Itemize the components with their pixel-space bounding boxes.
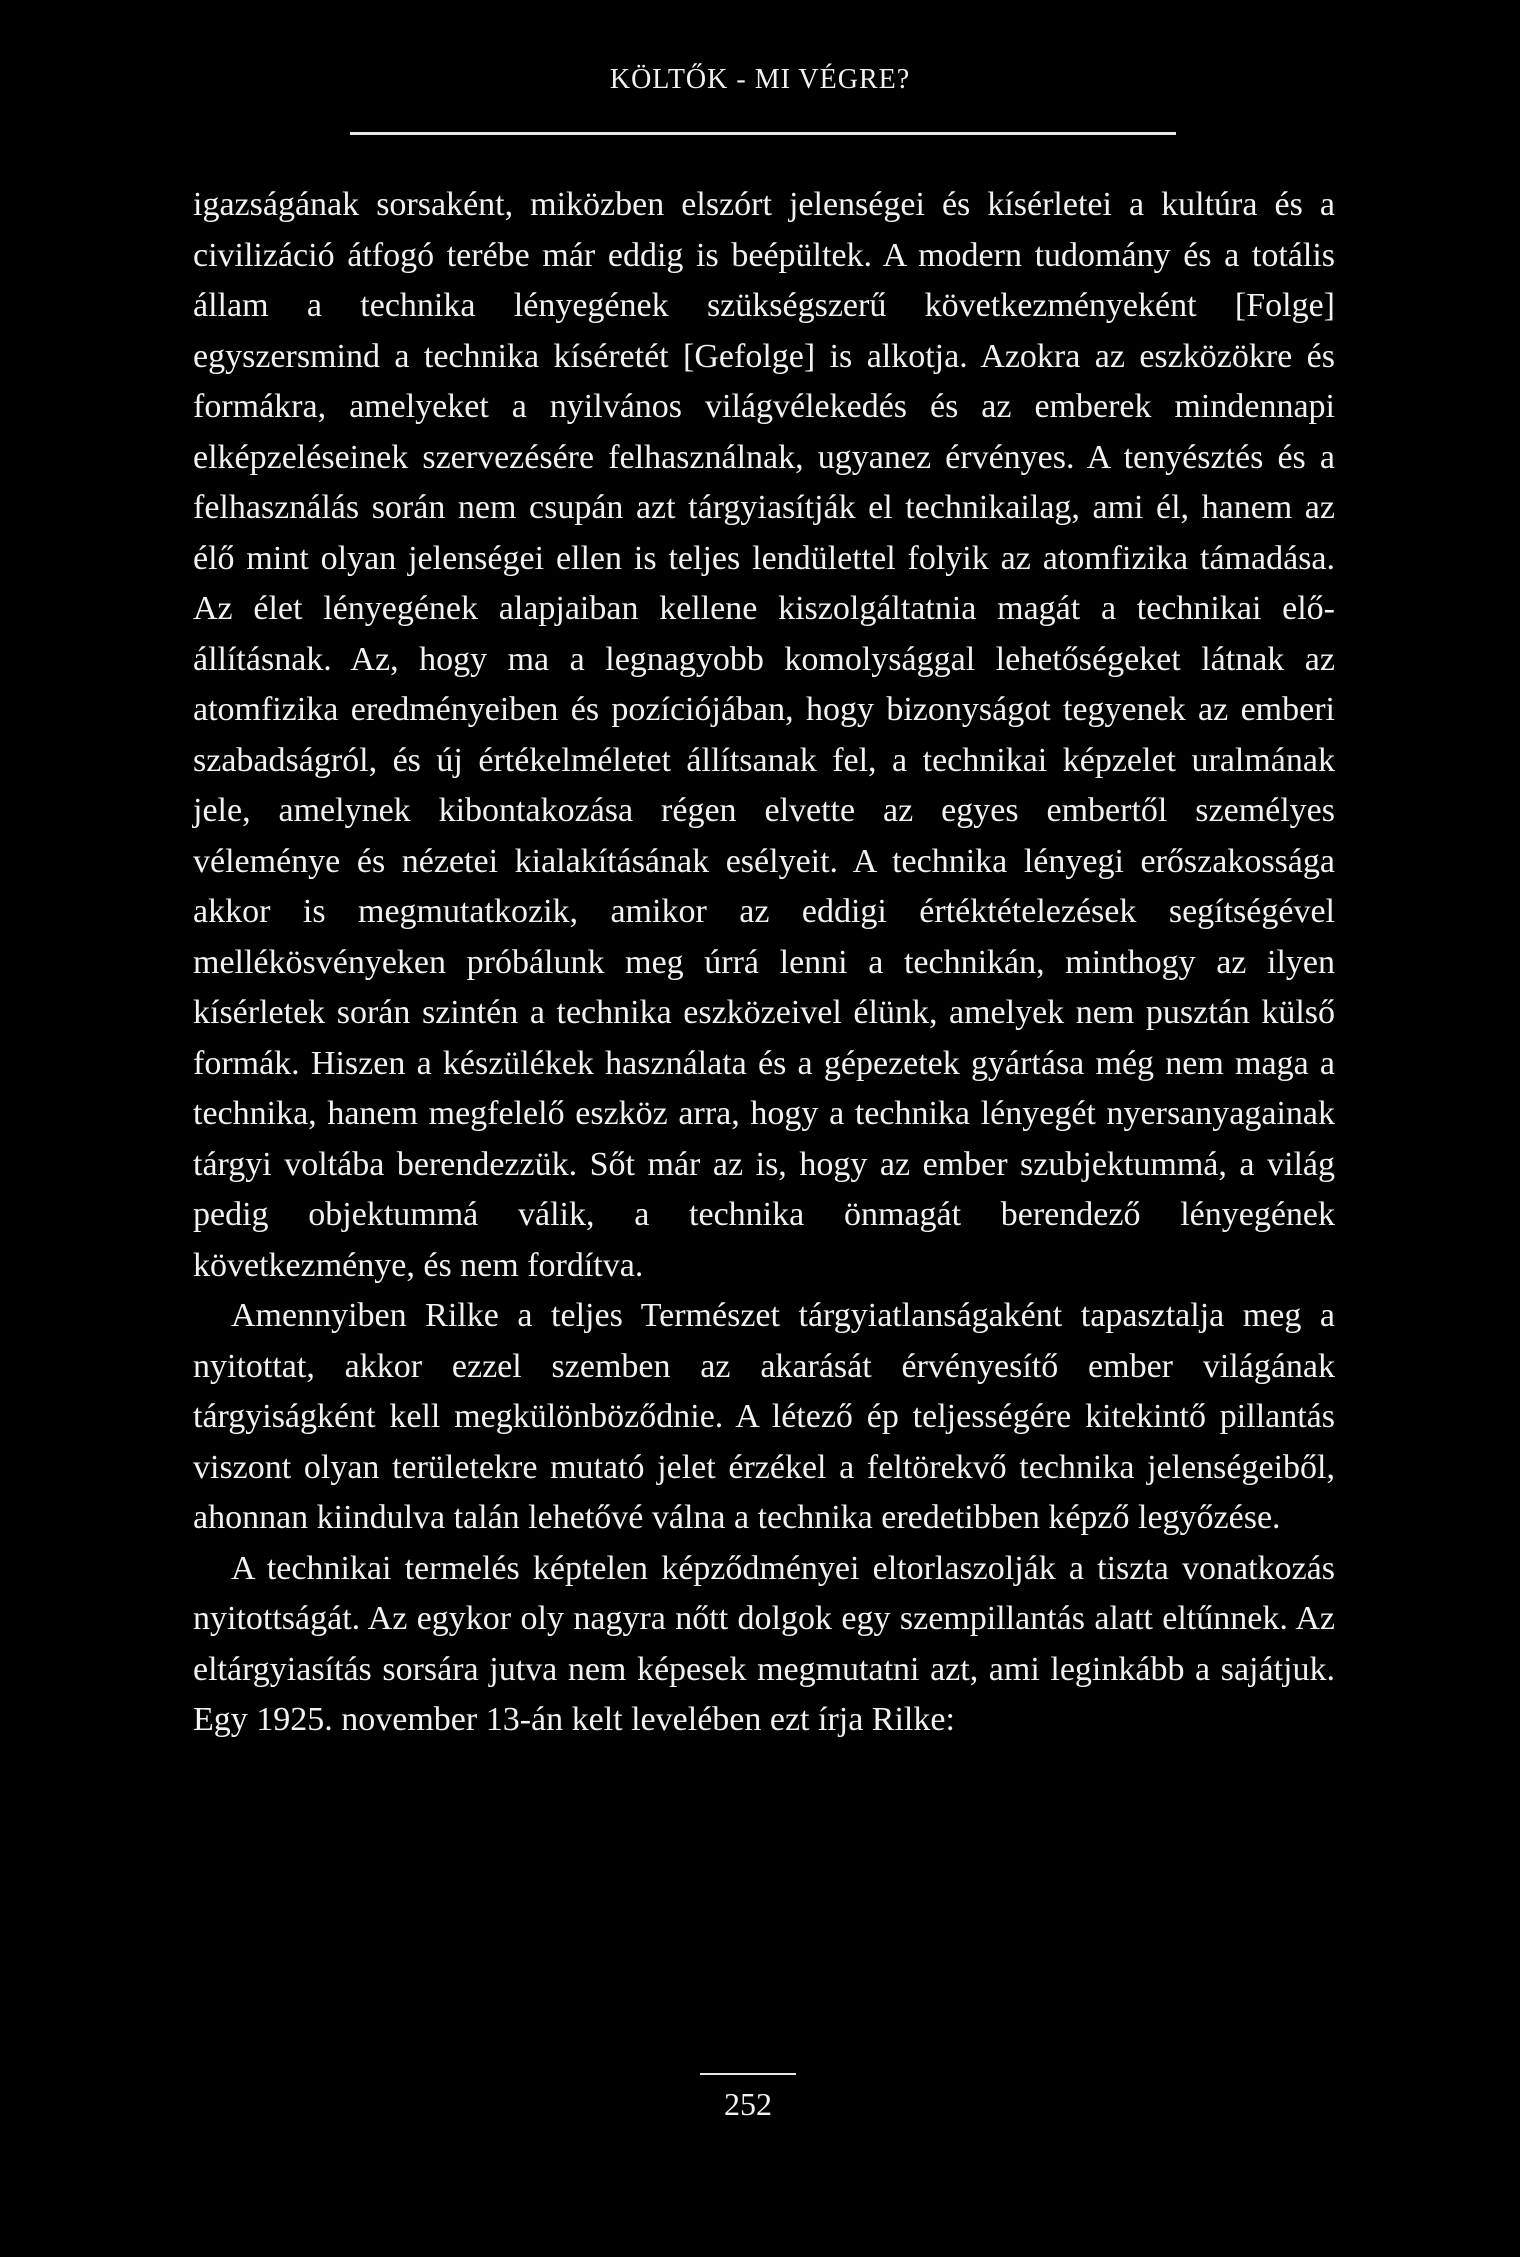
footer-rule: [700, 2073, 796, 2075]
paragraph-technikai-termeles: A technikai termelés képtelen képződményei eltorlaszolják a tiszta vonatkozás nyitottságát. Az egykor oly nagyra nőtt dolgok egy szempillantás alatt eltűnnek. Az eltárgyiasítás sorsára jutva nem képesek megmutatni azt, ami leginkább a sajátjuk. Egy 1925. november 13-án kelt levelében ezt írja Rilke:: [193, 1549, 1335, 1738]
paragraph-rilke-nyitott: Amennyiben Rilke a teljes Természet tárgyiatlanságaként tapasztalja meg a nyitottat, akkor ezzel szemben az akarását érvényesítő ember világának tárgyiságként kell megkülönböződnie. A létező ép teljességére kitekintő pillantás viszont olyan területekre mutató jelet érzékel a feltörekvő technika jelenségeiből, ahonnan kiindulva talán lehetővé válna a technika eredetibben képző legyőzése.: [193, 1297, 1335, 1536]
running-head-title: KÖLTŐK - MI VÉGRE?: [609, 64, 911, 95]
header-rule: [350, 132, 1176, 135]
paragraph-continuation: igazságának sorsaként, miközben elszórt jelenségei és kísérletei a kultúra és a civilizáció átfogó terébe már eddig is beépültek. A modern tudomány és a totális állam a technika lényegének szükségszerű következményeként [Folge] egyszersmind a technika kíséretét [Gefolge] is alkotja. Azokra az eszközökre és formákra, amelyeket a nyilvános világvélekedés és az emberek mindennapi elképzeléseinek szervezésére felhasználnak, ugyanez érvényes. A tenyésztés és a felhasználás során nem csupán azt tárgyiasítják el technikailag, ami él, hanem az élő mint olyan jelenségei ellen is teljes lendülettel folyik az atomfizika támadása. Az élet lényegének alapjaiban kellene kiszolgáltatnia magát a technikai elő-állításnak. Az, hogy ma a legnagyobb komolysággal lehetőségeket látnak az atomfizika eredményeiben és pozíciójában, hogy bizonyságot tegyenek az emberi szabadságról, és új értékelméletet állítsanak fel, a technikai képzelet uralmának jele, amelynek kibontakozása régen elvette az egyes embertől személyes véleménye és nézetei kialakításának esélyeit. A technika lényegi erőszakossága akkor is megmutatkozik, amikor az eddigi értéktételezések segítségével mellékösvényeken próbálunk meg úrrá lenni a technikán, minthogy az ilyen kísérletek során szintén a technika eszközeivel élünk, amelyek nem pusztán külső formák. Hiszen a készülékek használata és a gépezetek gyártása még nem maga a technika, hanem megfelelő eszköz arra, hogy a technika lényegét nyersanyagainak tárgyi voltába berendezzük. Sőt már az is, hogy az ember szubjektummá, a világ pedig objektummá válik, a technika önmagát berendező lényegének következménye, és nem fordítva.: [193, 186, 1335, 1284]
body-text: [193, 180, 1335, 1746]
page-number: 252: [724, 2086, 772, 2122]
